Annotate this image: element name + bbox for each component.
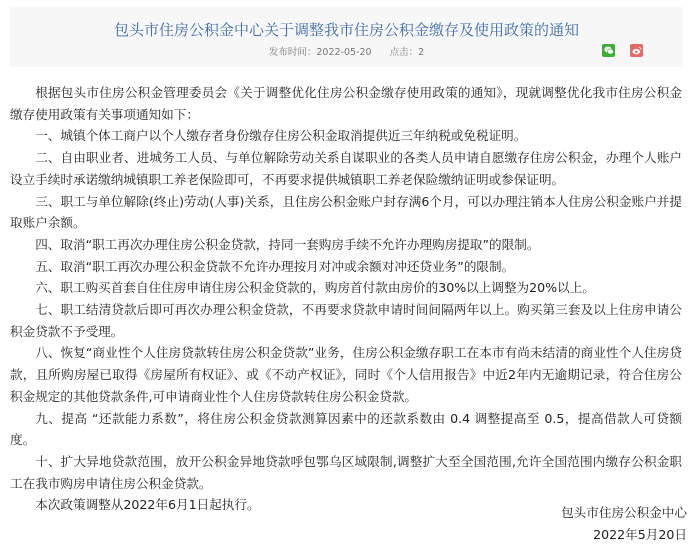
clicks-count: 2 (418, 47, 425, 58)
paragraph-item-2: 二、自由职业者、进城务工人员、与单位解除劳动关系自谋职业的各类人员申请自愿缴存住房公积金，办理个人账户设立手续时承诺缴纳城镇职工养老保险即可，不再要求提供城镇职工养老保险缴纳证明或参保证明。 (10, 150, 682, 187)
paragraph-effective-date: 本次政策调整从2022年6月1日起执行。 (35, 497, 260, 513)
paragraph-item-9: 九、提高 “还款能力系数”，将住房公积金贷款测算因素中的还款系数由 0.4 调整提高至 0.5，提高借款人可贷额度。 (10, 410, 682, 448)
paragraph-item-4: 四、取消“职工再次办理住房公积金贷款，持同一套购房手续不允许办理购房提取”的限制。 (35, 236, 540, 252)
paragraph-item-3: 三、职工与单位解除(终止)劳动(人事)关系，且住房公积金账户封存满6个月，可以办理注销本人住房公积金账户并提取账户余额。 (10, 193, 682, 231)
share-buttons (602, 44, 643, 57)
article-body (10, 82, 682, 516)
signature-date: 2022年5月20日 (593, 526, 687, 542)
weibo-icon[interactable] (630, 44, 643, 57)
paragraph-item-8: 八、恢复“商业性个人住房贷款转住房公积金贷款”业务，住房公积金缴存职工在本市有尚未结清的商业性个人住房贷款，且所购房屋已取得《房屋所有权证》、或《不动产权证》，同时《个人信用报告》中近2年内无逾期记录，符合住房公积金规定的其他贷款条件,可申请商业性个人住房贷款转住房公积金贷款。 (10, 345, 682, 404)
article-title: 包头市住房公积金中心关于调整我市住房公积金缴存及使用政策的通知 (113, 21, 579, 39)
paragraph-item-7: 七、职工结清贷款后即可再次办理公积金贷款，不再要求贷款申请时间间隔两年以上。购买第三套及以上住房申请公积金贷款不予受理。 (10, 302, 682, 339)
paragraph-item-1: 一、城镇个体工商户以个人缴存者身份缴存住房公积金取消提供近三年纳税或免税证明。 (35, 128, 527, 144)
paragraph-item-10: 十、扩大异地贷款范围，放开公积金异地贷款呼包鄂乌区域限制,调整扩大至全国范围,允许全国范围内缴存公积金职工在我市购房申请住房公积金贷款。 (10, 453, 682, 491)
publish-label: 发布时间： (268, 47, 317, 58)
wechat-icon[interactable] (602, 44, 615, 57)
paragraph-item-6: 六、职工购买首套自住住房申请住房公积金贷款的，购房首付款由房价的30%以上调整为20%以上。 (35, 280, 595, 296)
clicks-label: 点击： (389, 47, 419, 58)
article-header (10, 7, 683, 67)
article-meta (10, 44, 683, 58)
paragraph-intro: 根据包头市住房公积金管理委员会《关于调整优化住房公积金缴存使用政策的通知》，现就调整优化我市住房公积金缴存使用政策有关事项通知如下： (10, 85, 682, 122)
publish-date: 2022-05-20 (316, 47, 372, 58)
signature-block (561, 502, 687, 545)
signature-org: 包头市住房公积金中心 (561, 505, 687, 520)
paragraph-item-5: 五、取消“职工再次办理公积金贷款不允许办理按月对冲或余额对冲还贷业务”的限制。 (35, 258, 515, 274)
